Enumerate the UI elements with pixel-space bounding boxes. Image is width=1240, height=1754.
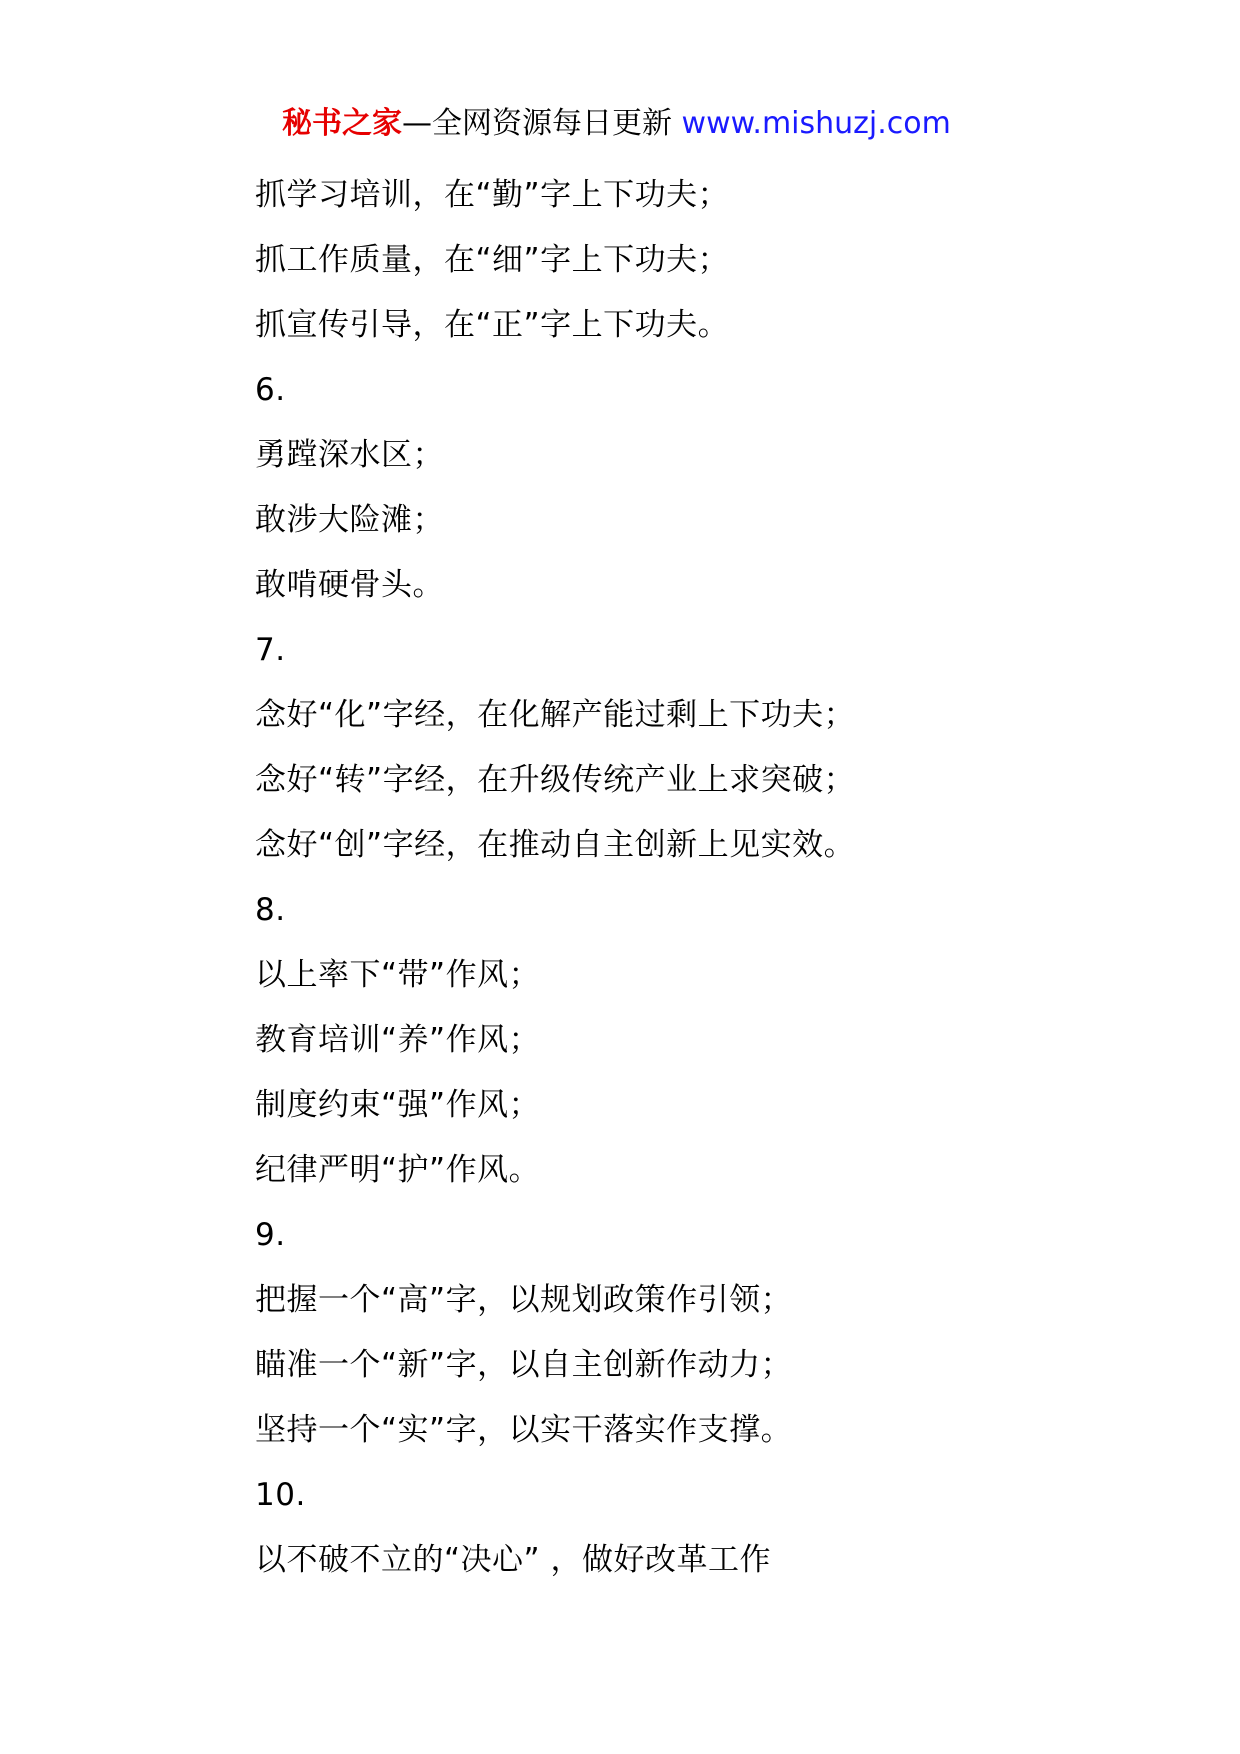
text-line: 以上率下“带”作风； <box>255 957 541 993</box>
document-body <box>255 163 1195 1593</box>
brand-name: 秘书之家 <box>282 106 402 141</box>
text-line: 念好“创”字经，在推动自主创新上见实效。 <box>255 827 856 863</box>
site-url-link[interactable]: www.mishuzj.com <box>681 106 951 141</box>
item-number: 10. <box>255 1477 306 1513</box>
page-header <box>282 104 951 144</box>
item-number: 6. <box>255 372 286 408</box>
item-number: 7. <box>255 632 286 668</box>
text-line: 念好“化”字经，在化解产能过剩上下功夫； <box>255 697 856 733</box>
text-line: 坚持一个“实”字，以实干落实作支撑。 <box>255 1412 793 1448</box>
text-line: 把握一个“高”字，以规划政策作引领； <box>255 1282 793 1318</box>
header-slogan: —全网资源每日更新 <box>402 106 672 141</box>
text-line: 抓学习培训，在“勤”字上下功夫； <box>255 177 730 213</box>
text-line: 抓工作质量，在“细”字上下功夫； <box>255 242 730 278</box>
text-line: 抓宣传引导，在“正”字上下功夫。 <box>255 307 730 343</box>
text-line: 瞄准一个“新”字，以自主创新作动力； <box>255 1347 793 1383</box>
text-line: 敢涉大险滩； <box>255 502 444 538</box>
item-number: 8. <box>255 892 286 928</box>
text-line: 勇蹚深水区； <box>255 437 444 473</box>
text-line: 制度约束“强”作风； <box>255 1087 541 1123</box>
text-line: 教育培训“养”作风； <box>255 1022 541 1058</box>
text-line: 以不破不立的“决心” ，做好改革工作 <box>255 1542 771 1578</box>
text-line: 念好“转”字经，在升级传统产业上求突破； <box>255 762 856 798</box>
text-line: 敢啃硬骨头。 <box>255 567 444 603</box>
text-line: 纪律严明“护”作风。 <box>255 1152 541 1188</box>
item-number: 9. <box>255 1217 286 1253</box>
